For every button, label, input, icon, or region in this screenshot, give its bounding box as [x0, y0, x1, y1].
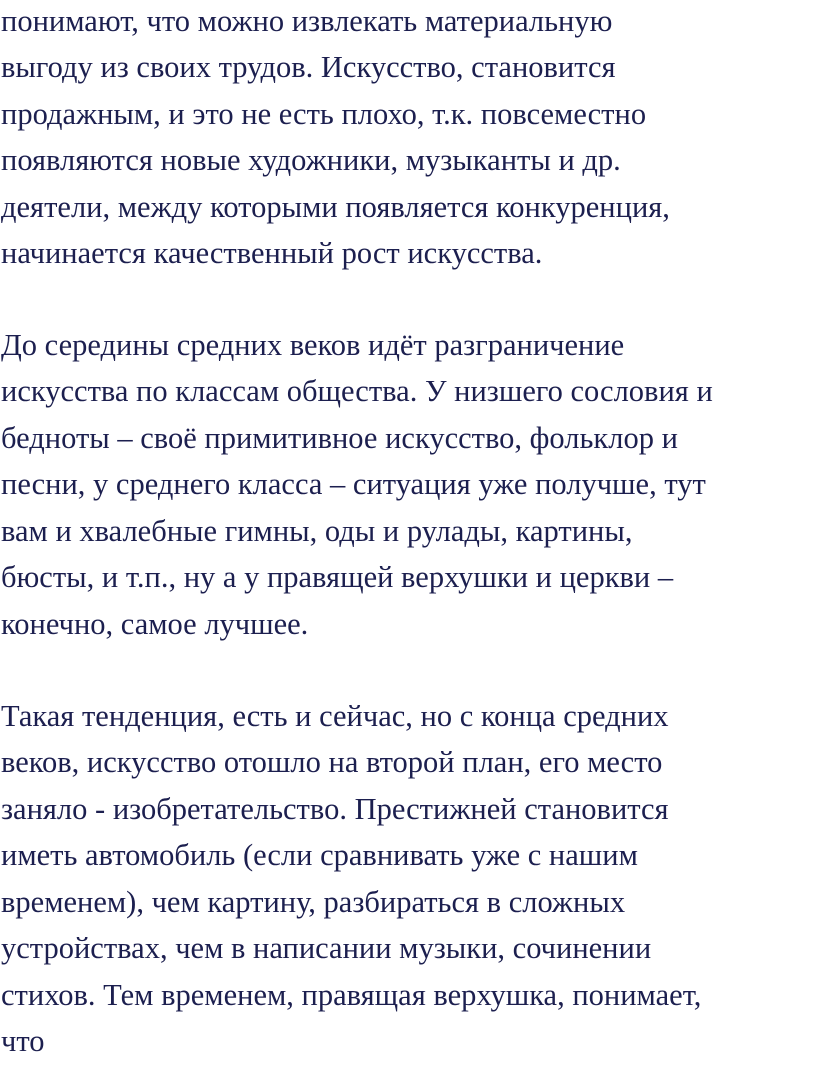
text-line: продажным, и это не есть плохо, т.к. повсеместно [1, 97, 647, 131]
text-line: бюсты, и т.п., ну а у правящей верхушки и церкви – [1, 560, 674, 594]
text-line: деятели, между которыми появляется конкуренция, [1, 190, 670, 224]
text-line: появляются новые художники, музыканты и др. [1, 143, 621, 177]
text-line: вам и хвалебные гимны, оды и рулады, картины, [1, 514, 633, 548]
text-line: иметь автомобиль (если сравнивать уже с нашим [1, 838, 638, 872]
text-line: бедноты – своё примитивное искусство, фольклор и [1, 421, 678, 455]
text-line: песни, у среднего класса – ситуация уже получше, тут [1, 467, 706, 501]
text-line: выгоду из своих трудов. Искусство, становится [1, 50, 616, 84]
text-line: До середины средних веков идёт разграничение [1, 328, 625, 362]
text-line: устройствах, чем в написании музыки, сочинении [1, 931, 652, 965]
text-line: Такая тенденция, есть и сейчас, но с конца средних [1, 699, 669, 733]
text-line: начинается качественный рост искусства. [1, 236, 543, 270]
text-line: искусства по классам общества. У низшего сословия и [1, 374, 713, 408]
text-line: веков, искусство отошло на второй план, его место [1, 745, 663, 779]
text-line: что [1, 1024, 45, 1058]
text-line: временем), чем картину, разбираться в сложных [1, 885, 626, 919]
text-line: конечно, самое лучшее. [1, 607, 309, 641]
text-line: заняло - изобретательство. Престижней становится [1, 792, 669, 826]
text-line: понимают, что можно извлекать материальную [1, 4, 613, 38]
text-line: стихов. Тем временем, правящая верхушка, понимает, [1, 978, 702, 1012]
